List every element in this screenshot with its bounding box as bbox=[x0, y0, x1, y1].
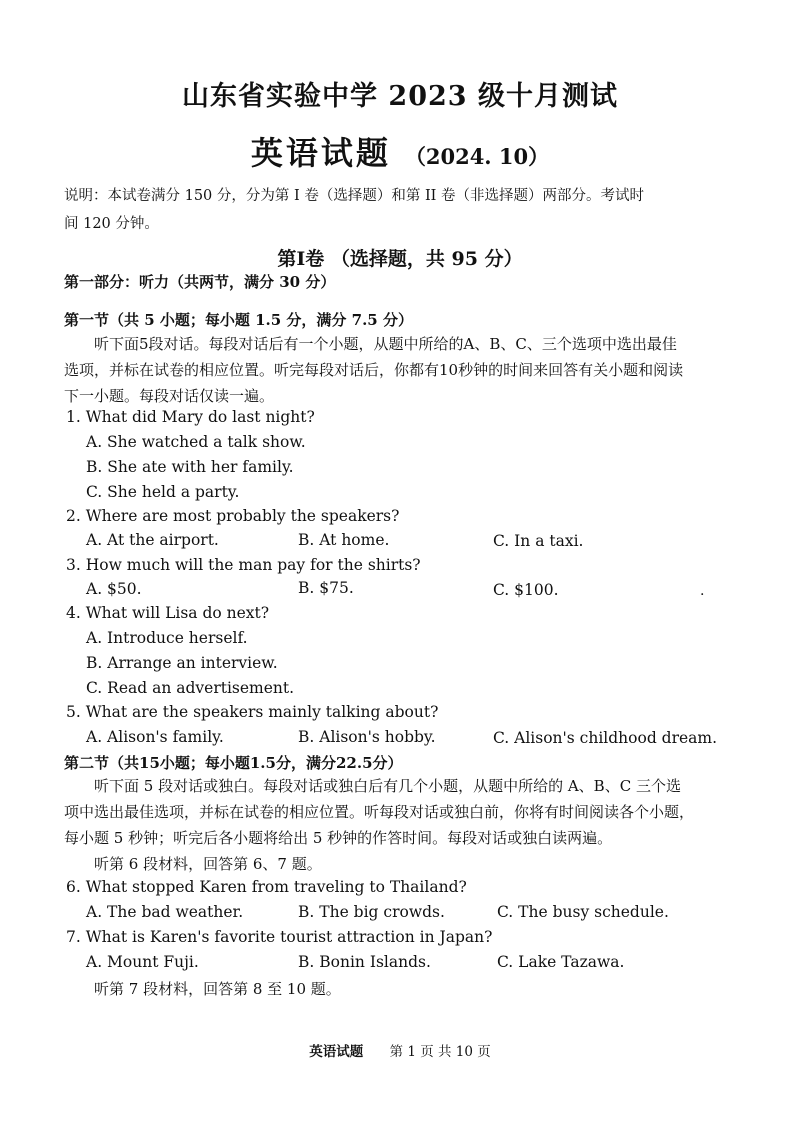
subject-title: 英语试题 bbox=[250, 134, 391, 172]
question-7-stem: 7. What is Karen's favorite tourist attraction in Japan? bbox=[66, 928, 493, 946]
question-4-option-c: C. Read an advertisement. bbox=[86, 679, 295, 697]
section1-directions-3: 下一小题。每段对话仅读一遍。 bbox=[64, 387, 275, 405]
question-3-option-b: B. $75. bbox=[298, 579, 354, 597]
footer-subject: 英语试题 bbox=[309, 1044, 364, 1060]
question-5-option-b: B. Alison's hobby. bbox=[298, 728, 436, 746]
question-2-stem: 2. Where are most probably the speakers? bbox=[66, 507, 400, 525]
volume-title: 第I卷 （选择题，共 95 分） bbox=[277, 248, 523, 270]
instructions-line-1: 说明：本试卷满分 150 分，分为第 I 卷（选择题）和第 II 卷（非选择题）两部分。考试时 bbox=[64, 188, 645, 204]
question-1-option-b: B. She ate with her family. bbox=[86, 458, 294, 476]
school-title: 山东省实验中学 2023 级十月测试 bbox=[182, 81, 618, 112]
section2-directions-3: 每小题 5 秒钟；听完后各小题将给出 5 秒钟的作答时间。每段对话或独白读两遍。 bbox=[64, 829, 613, 847]
question-2-option-c: C. In a taxi. bbox=[493, 532, 584, 550]
question-5-stem: 5. What are the speakers mainly talking about? bbox=[66, 703, 439, 721]
question-6-option-a: A. The bad weather. bbox=[86, 903, 244, 921]
section2-directions-1: 听下面 5 段对话或独白。每段对话或独白后有几个小题，从题中所给的 A、B、C 三个选 bbox=[94, 777, 681, 795]
scan-dot: . bbox=[700, 583, 705, 599]
question-3-option-a: A. $50. bbox=[86, 580, 142, 598]
question-3-stem: 3. How much will the man pay for the shirts? bbox=[66, 556, 421, 574]
instructions-line-2: 间 120 分钟。 bbox=[64, 216, 159, 232]
question-6-option-b: B. The big crowds. bbox=[298, 903, 445, 921]
section1-directions-2: 选项，并标在试卷的相应位置。听完每段对话后，你都有10秒钟的时间来回答有关小题和阅读 bbox=[64, 361, 684, 379]
question-1-option-a: A. She watched a talk show. bbox=[86, 433, 306, 451]
question-1-option-c: C. She held a party. bbox=[86, 483, 240, 501]
footer-page-number: 第 1 页 共 10 页 bbox=[389, 1044, 491, 1060]
subject-title-line bbox=[0, 128, 800, 174]
question-6-option-c: C. The busy schedule. bbox=[497, 903, 669, 921]
section2-title: 第二节（共15小题；每小题1.5分，满分22.5分） bbox=[64, 754, 403, 772]
question-4-option-a: A. Introduce herself. bbox=[86, 629, 248, 647]
exam-date: （2024. 10） bbox=[404, 144, 550, 169]
part-title: 第一部分：听力（共两节，满分 30 分） bbox=[64, 273, 336, 291]
question-2-option-b: B. At home. bbox=[298, 531, 390, 549]
section2-directions-2: 项中选出最佳选项，并标在试卷的相应位置。听每段对话或独白前，你将有时间阅读各个小题， bbox=[64, 803, 695, 821]
question-3-option-c: C. $100. bbox=[493, 581, 559, 599]
material-7-note: 听第 7 段材料，回答第 8 至 10 题。 bbox=[94, 980, 341, 998]
question-4-option-b: B. Arrange an interview. bbox=[86, 654, 278, 672]
question-5-option-a: A. Alison's family. bbox=[86, 728, 224, 746]
question-4-stem: 4. What will Lisa do next? bbox=[66, 604, 270, 622]
question-7-option-b: B. Bonin Islands. bbox=[298, 953, 431, 971]
question-6-stem: 6. What stopped Karen from traveling to Thailand? bbox=[66, 878, 467, 896]
material-6-note: 听第 6 段材料，回答第 6、7 题。 bbox=[94, 855, 322, 873]
page-footer bbox=[0, 1040, 800, 1060]
section1-title: 第一节（共 5 小题；每小题 1.5 分，满分 7.5 分） bbox=[64, 311, 413, 329]
question-7-option-a: A. Mount Fuji. bbox=[86, 953, 199, 971]
question-1-stem: 1. What did Mary do last night? bbox=[66, 408, 315, 426]
question-2-option-a: A. At the airport. bbox=[86, 531, 219, 549]
question-5-option-c: C. Alison's childhood dream. bbox=[493, 729, 718, 747]
section1-directions-1: 听下面5段对话。每段对话后有一个小题，从题中所给的A、B、C、三个选项中选出最佳 bbox=[94, 335, 677, 353]
question-7-option-c: C. Lake Tazawa. bbox=[497, 953, 625, 971]
